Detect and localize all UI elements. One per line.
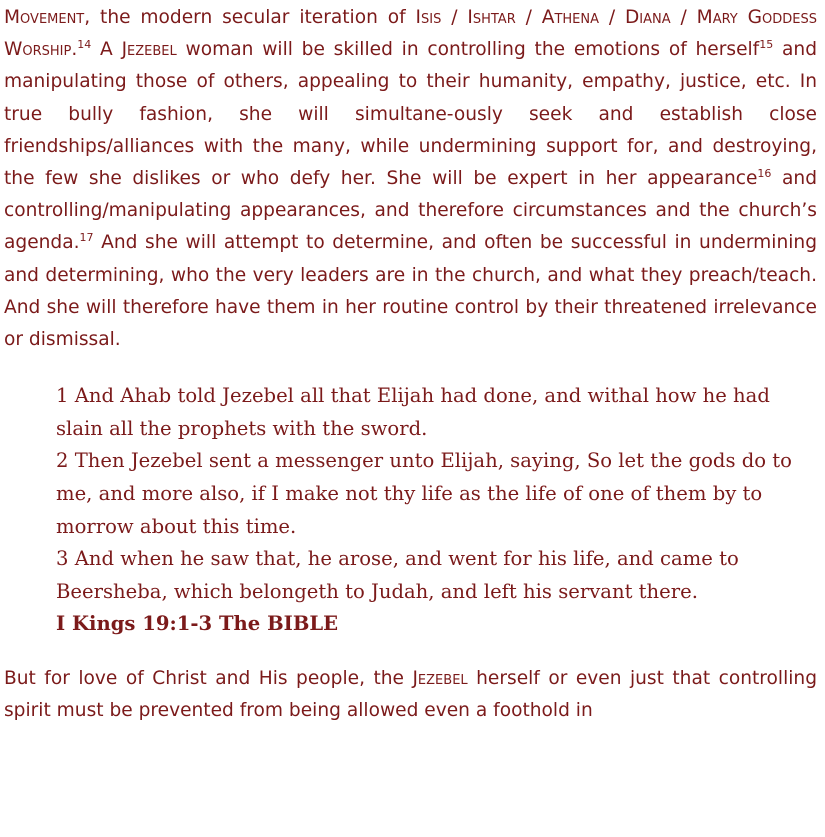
- jezebel-smallcaps: Jezebel: [412, 667, 468, 689]
- footnote-ref-15[interactable]: 15: [759, 38, 774, 52]
- text-run: and controlling/manipulating appearances, and therefore circumstances and the church’s agenda.: [4, 168, 817, 254]
- text-run: herself or even just that controlling spirit must be prevented from being allowed even a foothold in: [4, 667, 817, 722]
- text-run: , the modern secular iteration of: [84, 7, 416, 28]
- footnote-ref-16[interactable]: 16: [757, 166, 772, 180]
- scripture-reference: I Kings 19:1-3 The BIBLE: [56, 612, 339, 636]
- goddess-names-smallcaps: Isis / Ishtar / Athena / Diana / Mary Goddess Worship: [4, 7, 817, 61]
- verse-2: 2 Then Jezebel sent a messenger unto Elijah, saying, So let the gods do to me, and more also, if I make not thy life as the life of one of them by to morrow about this time.: [56, 449, 792, 538]
- footnote-ref-14[interactable]: 14: [77, 38, 92, 52]
- scripture-quote: [56, 380, 796, 641]
- movement-smallcaps: Movement: [4, 7, 85, 28]
- text-run: and manipulating those of others, appealing to their humanity, empathy, justice, etc. In true bully fashion, she will simultane-ously seek and establish close friendships/alliances with the many, while undermining support for, and destroying, the few she dislikes or who defy her. She will be expert in her appearance: [4, 39, 817, 190]
- verse-1: 1 And Ahab told Jezebel all that Elijah had done, and withal how he had slain all the prophets with the sword.: [56, 384, 770, 440]
- verse-3: 3 And when he saw that, he arose, and went for his life, and came to Beersheba, which belongeth to Judah, and left his servant there.: [56, 547, 739, 603]
- text-run: And she will attempt to determine, and often be successful in undermining and determining, who the very leaders are in the church, and what they preach/teach. And she will therefore have them in her routine control by their threatened irrelevance or dismissal.: [4, 232, 817, 351]
- body-paragraph-1: [4, 0, 817, 356]
- text-run: .: [71, 39, 78, 61]
- footnote-ref-17[interactable]: 17: [79, 231, 94, 245]
- jezebel-smallcaps: Jezebel: [121, 39, 177, 61]
- text-run: But for love of Christ and His people, the: [4, 667, 413, 689]
- body-paragraph-2: [4, 663, 817, 727]
- text-run: woman will be skilled in controlling the emotions of herself: [176, 39, 760, 61]
- text-run: A: [91, 39, 122, 61]
